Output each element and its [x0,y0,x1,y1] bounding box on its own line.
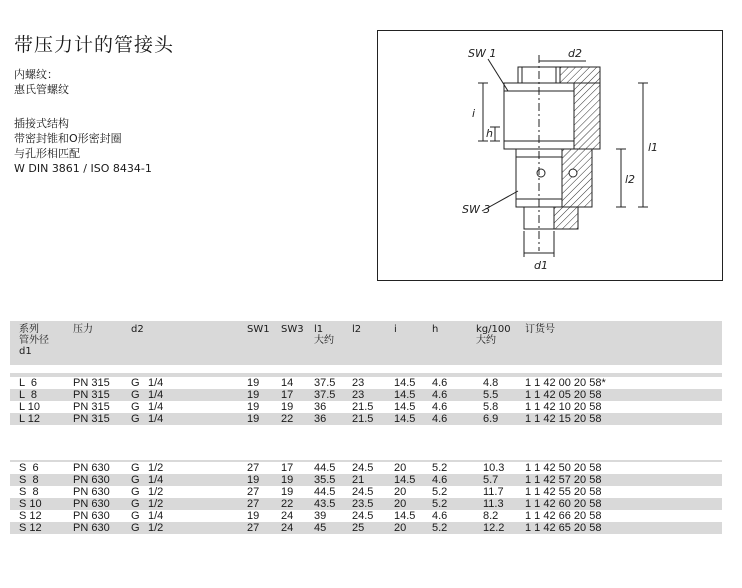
table-cell: G [131,401,140,413]
table-cell: G [131,510,140,522]
table-cell: 5.2 [432,462,448,474]
table-cell: PN 630 [73,498,110,510]
column-header-kg [476,324,511,346]
table-cell: 14 [281,377,294,389]
desc-line: 与孔形相匹配 [14,147,80,160]
table-cell: 10.3 [483,462,505,474]
table-cell: 5.5 [483,389,499,401]
table-cell: 19 [247,389,260,401]
table-cell: 23.5 [352,498,374,510]
label-sw1: SW 1 [468,47,497,60]
table-cell: 1/2 [148,486,164,498]
table-cell: 19 [281,474,294,486]
column-header-line: 压力 [73,324,93,335]
label-sw3: SW 3 [462,203,491,216]
table-cell: 5.8 [483,401,499,413]
table-cell: L 8 [19,389,37,401]
table-cell: 4.8 [483,377,499,389]
table-cell: 17 [281,389,294,401]
column-header-line: 订货号 [525,324,555,335]
table-cell: 14.5 [394,389,416,401]
column-header-line: l1 [314,324,324,335]
column-header-line: d2 [131,324,144,335]
table-cell: 27 [247,486,260,498]
table-cell: 1 1 42 00 20 58* [525,377,606,389]
table-cell: 21.5 [352,401,374,413]
table-cell: 35.5 [314,474,336,486]
desc-line: 惠氏管螺纹 [14,83,69,96]
table-cell: 22 [281,413,294,425]
label-h: h [486,127,493,140]
table-cell: 1/2 [148,462,164,474]
table-cell: S 6 [19,462,39,474]
column-header-pressure [73,324,93,335]
table-cell: 21.5 [352,413,374,425]
table-cell: 19 [247,510,260,522]
table-cell: 25 [352,522,365,534]
table-header [10,321,722,365]
table-row-shade [10,474,722,486]
table-cell: 19 [281,486,294,498]
column-header-sw1 [247,324,270,335]
table-cell: 6.9 [483,413,499,425]
thread-description [14,67,69,97]
column-header-series [19,324,49,357]
page-title: 带压力计的管接头 [14,34,175,56]
table-cell: 1 1 42 15 20 58 [525,413,602,425]
technical-drawing [377,30,723,281]
table-cell: 27 [247,462,260,474]
table-cell: 1/4 [148,377,164,389]
table-cell: 1/4 [148,474,164,486]
table-cell: 37.5 [314,389,336,401]
table-cell: 19 [247,377,260,389]
table-cell: 27 [247,522,260,534]
table-cell: 4.6 [432,389,448,401]
table-cell: PN 630 [73,462,110,474]
table-row-shade [10,389,722,401]
table-cell: 36 [314,401,327,413]
table-cell: 1 1 42 05 20 58 [525,389,602,401]
table-cell: 14.5 [394,377,416,389]
table-cell: 1 1 42 60 20 58 [525,498,602,510]
table-cell: 11.3 [483,498,504,510]
table-cell: 44.5 [314,486,336,498]
table-cell: 4.6 [432,474,448,486]
column-header-sw3 [281,324,304,335]
table-cell: 5.7 [483,474,499,486]
desc-line: 内螺纹： [14,68,58,81]
column-header-order [525,324,555,335]
label-i: i [472,107,476,120]
table-cell: 1/4 [148,510,164,522]
table-cell: 1 1 42 55 20 58 [525,486,602,498]
table-cell: 4.6 [432,401,448,413]
table-cell: 11.7 [483,486,504,498]
table-cell: 23 [352,377,365,389]
table-cell: 36 [314,413,327,425]
column-header-line: 大约 [314,335,334,346]
table-cell: 1 1 42 66 20 58 [525,510,602,522]
table-cell: 24.5 [352,510,374,522]
table-cell: 45 [314,522,327,534]
table-cell: 19 [281,401,294,413]
table-cell: G [131,413,140,425]
table-cell: 1/2 [148,522,164,534]
table-row-shade [10,522,722,534]
table-cell: PN 315 [73,377,110,389]
column-header-line: 管外径 [19,335,49,346]
table-cell: 23 [352,389,365,401]
table-cell: 1/4 [148,413,164,425]
table-cell: 20 [394,498,407,510]
table-cell: 19 [247,474,260,486]
table-cell: S 10 [19,498,42,510]
column-header-line: i [394,324,397,335]
table-cell: S 8 [19,486,39,498]
table-cell: PN 630 [73,474,110,486]
table-cell: 24.5 [352,486,374,498]
table-cell: L 6 [19,377,37,389]
table-cell: G [131,498,140,510]
column-header-line: SW3 [281,324,304,335]
column-header-line: kg/100 [476,324,511,335]
table-cell: 20 [394,486,407,498]
construction-description [14,116,152,176]
column-header-line: SW1 [247,324,270,335]
table-cell: 20 [394,522,407,534]
table-cell: 44.5 [314,462,336,474]
label-l1: l1 [648,141,659,154]
table-cell: S 8 [19,474,39,486]
table-cell: G [131,462,140,474]
table-cell: 5.2 [432,498,448,510]
table-cell: G [131,522,140,534]
table-cell: 8.2 [483,510,499,522]
table-cell: 20 [394,462,407,474]
table-cell: 14.5 [394,510,416,522]
label-d2: d2 [568,47,582,60]
table-cell: 39 [314,510,327,522]
column-header-l1 [314,324,334,346]
table-cell: G [131,486,140,498]
table-cell: PN 315 [73,413,110,425]
table-cell: S 12 [19,510,42,522]
table-cell: 21 [352,474,365,486]
column-header-h [432,324,438,335]
label-l2: l2 [625,173,636,186]
table-cell: L 10 [19,401,41,413]
table-cell: 1/4 [148,389,164,401]
table-cell: 19 [247,401,260,413]
table-cell: PN 630 [73,510,110,522]
table-cell: G [131,474,140,486]
table-cell: 4.6 [432,377,448,389]
column-header-l2 [352,324,361,335]
table-cell: 4.6 [432,413,448,425]
table-cell: 24 [281,510,294,522]
table-cell: 1 1 42 50 20 58 [525,462,602,474]
table-cell: L 12 [19,413,41,425]
table-cell: PN 315 [73,401,110,413]
table-cell: G [131,377,140,389]
table-cell: PN 630 [73,486,110,498]
column-header-i [394,324,397,335]
fitting-drawing-svg [378,31,724,282]
table-cell: 14.5 [394,413,416,425]
column-header-line: d1 [19,346,32,357]
group-band [10,373,722,377]
table-cell: 24 [281,522,294,534]
table-cell: 4.6 [432,510,448,522]
column-header-d2 [131,324,144,335]
table-cell: 12.2 [483,522,505,534]
table-cell: PN 630 [73,522,110,534]
column-header-line: h [432,324,439,335]
column-header-line: l2 [352,324,362,335]
table-cell: 24.5 [352,462,374,474]
table-cell: G [131,389,140,401]
table-cell: PN 315 [73,389,110,401]
table-cell: 22 [281,498,294,510]
table-cell: 17 [281,462,294,474]
table-cell: 14.5 [394,401,416,413]
desc-line: W DIN 3861 / ISO 8434-1 [14,162,152,175]
table-cell: 1/4 [148,401,164,413]
table-cell: S 12 [19,522,42,534]
table-cell: 37.5 [314,377,336,389]
table-cell: 27 [247,498,260,510]
desc-line: 带密封锥和O形密封圈 [14,132,122,145]
table-cell: 19 [247,413,260,425]
column-header-line: 系列 [19,324,39,335]
column-header-line: 大约 [476,335,496,346]
table-cell: 43.5 [314,498,336,510]
desc-line: 插接式结构 [14,117,69,130]
label-d1: d1 [534,259,548,272]
table-cell: 5.2 [432,522,448,534]
table-cell: 1/2 [148,498,164,510]
table-cell: 14.5 [394,474,416,486]
table-cell: 5.2 [432,486,448,498]
table-cell: 1 1 42 57 20 58 [525,474,602,486]
table-cell: 1 1 42 10 20 58 [525,401,602,413]
table-cell: 1 1 42 65 20 58 [525,522,602,534]
